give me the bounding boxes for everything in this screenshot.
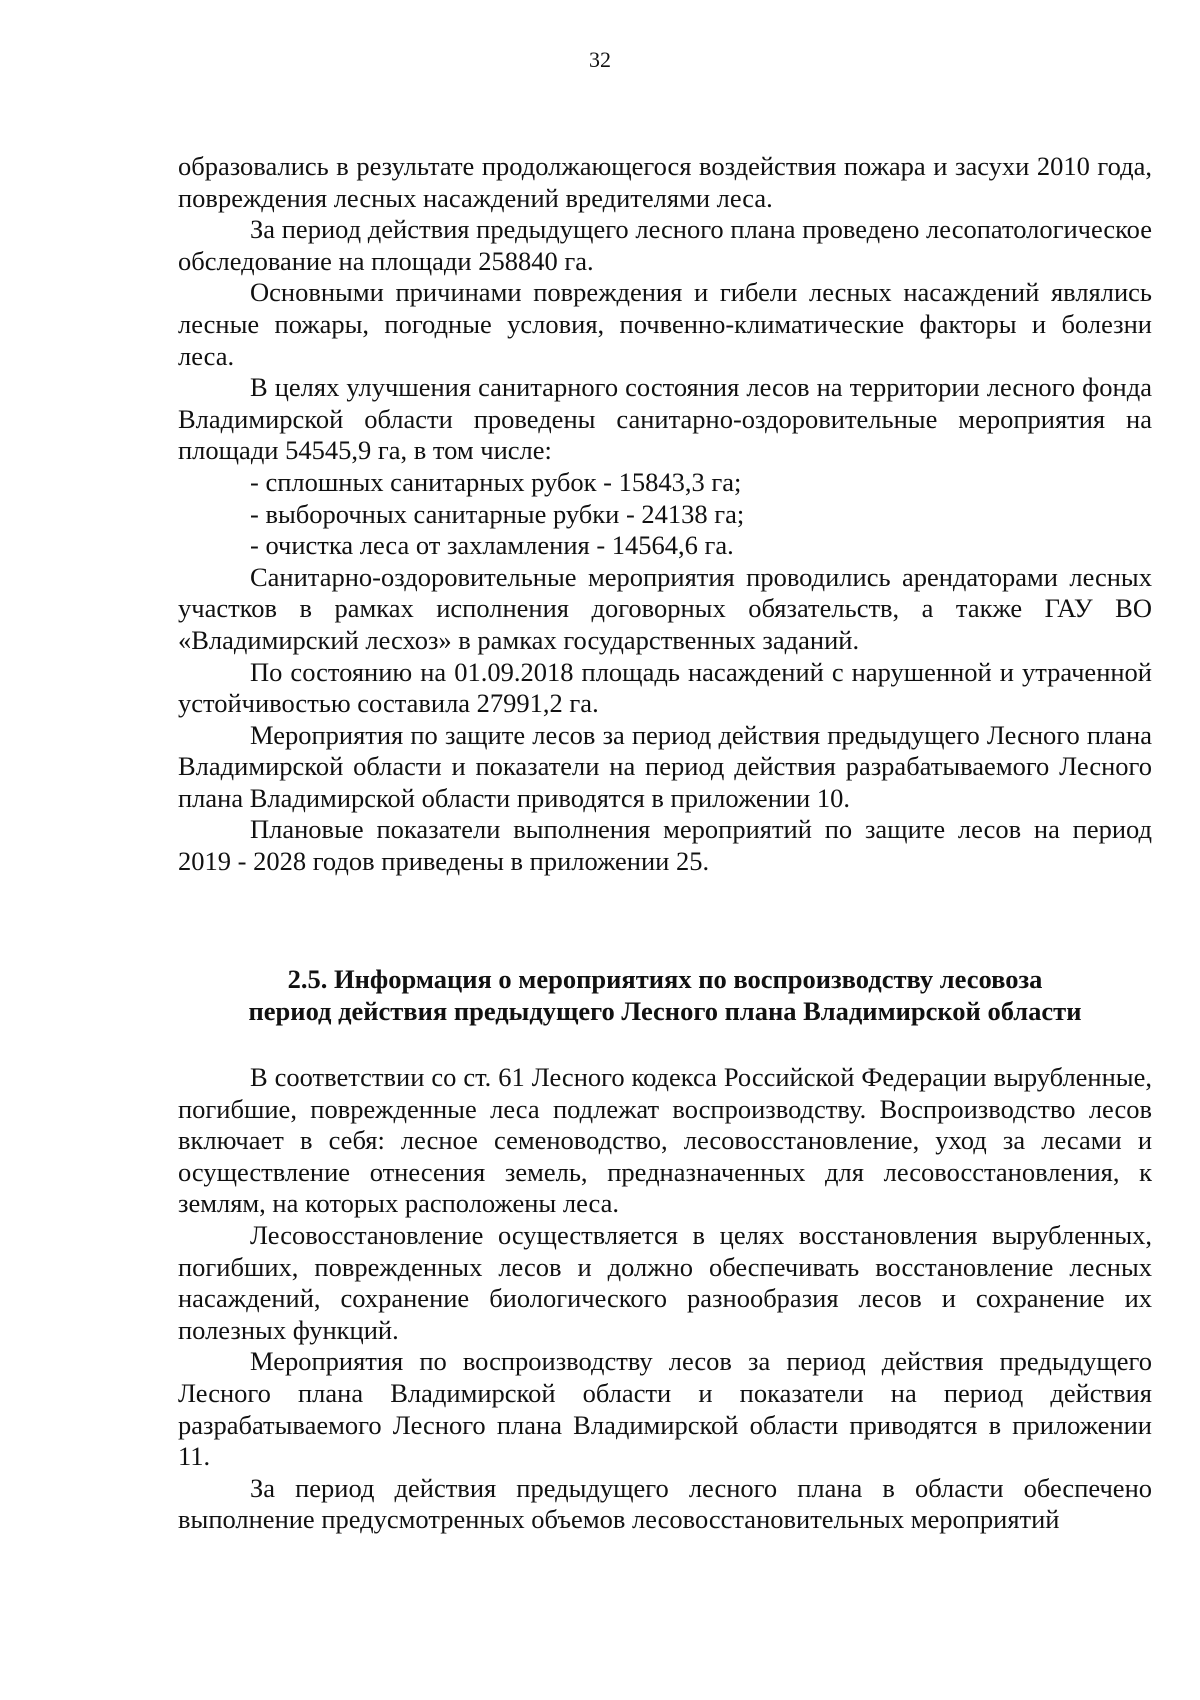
- paragraph-continuation: образовались в результате продолжающегося воздействия пожара и засухи 2010 года, повреждения лесных насаждений вредителями леса.: [178, 151, 1152, 213]
- paragraph-volumes: За период действия предыдущего лесного плана в области обеспечено выполнение предусмотренных объемов лесовосстановительных мероприятий: [178, 1472, 1152, 1535]
- paragraph-sanitary-measures: В целях улучшения санитарного состояния лесов на территории лесного фонда Владимирской области проведены санитарно-оздоровительные мероприятия на площади 54545,9 га, в том числе:: [178, 372, 1152, 466]
- paragraph-reproduction-appendix: Мероприятия по воспроизводству лесов за период действия предыдущего Лесного плана Владимирской области и показатели на период действия разрабатываемого Лесного плана Владимирской области приводятся в приложении 11.: [178, 1346, 1152, 1472]
- forest-protection-text: [178, 151, 1152, 878]
- list-item-selective-cutting: - выборочных санитарные рубки - 24138 га;: [250, 498, 745, 529]
- section-heading-line-1: 2.5. Информация о мероприятиях по воспроизводству лесовоза: [287, 964, 1043, 994]
- paragraph-tenants: Санитарно-оздоровительные мероприятия проводились арендаторами лесных участков в рамках исполнения договорных обязательств, а также ГАУ ВО «Владимирский лесхоз» в рамках государственных заданий.: [178, 561, 1152, 655]
- paragraph-stability: По состоянию на 01.09.2018 площадь насаждений с нарушенной и утраченной устойчивостью составила 27991,2 га.: [178, 656, 1152, 719]
- reforestation-text: [178, 1062, 1152, 1536]
- paragraph-causes: Основными причинами повреждения и гибели лесных насаждений являлись лесные пожары, погодные условия, почвенно-климатические факторы и болезни леса.: [178, 277, 1152, 371]
- page-number: 32: [589, 47, 611, 72]
- paragraph-protection-appendix: Мероприятия по защите лесов за период действия предыдущего Лесного плана Владимирской области и показатели на период действия разрабатываемого Лесного плана Владимирской области приводятся в приложении 10.: [178, 719, 1152, 813]
- paragraph-reforestation-goals: Лесовосстановление осуществляется в целях восстановления вырубленных, погибших, поврежденных лесов и должно обеспечивать восстановление лесных насаждений, сохранение биологического разнообразия лесов и сохранение их полезных функций.: [178, 1219, 1152, 1345]
- list-item-clear-cutting: - сплошных санитарных рубок - 15843,3 га;: [250, 466, 742, 497]
- paragraph-forest-code: В соответствии со ст. 61 Лесного кодекса Российской Федерации вырубленные, погибшие, поврежденные леса подлежат воспроизводству. Воспроизводство лесов включает в себя: лесное семеноводство, лесовосстановление, уход за лесами и осуществление отнесения земель, предназначенных для лесовосстановления, к землям, на которых расположены леса.: [178, 1062, 1152, 1219]
- section-heading: [178, 963, 1152, 1027]
- paragraph-planned-indicators: Плановые показатели выполнения мероприятий по защите лесов на период 2019 - 2028 годов приведены в приложении 25.: [178, 814, 1152, 877]
- section-heading-line-2: период действия предыдущего Лесного плана Владимирской области: [248, 996, 1082, 1026]
- list-item-cleanup: - очистка леса от захламления - 14564,6 га.: [250, 530, 734, 561]
- paragraph-survey: За период действия предыдущего лесного плана проведено лесопатологическое обследование на площади 258840 га.: [178, 214, 1152, 276]
